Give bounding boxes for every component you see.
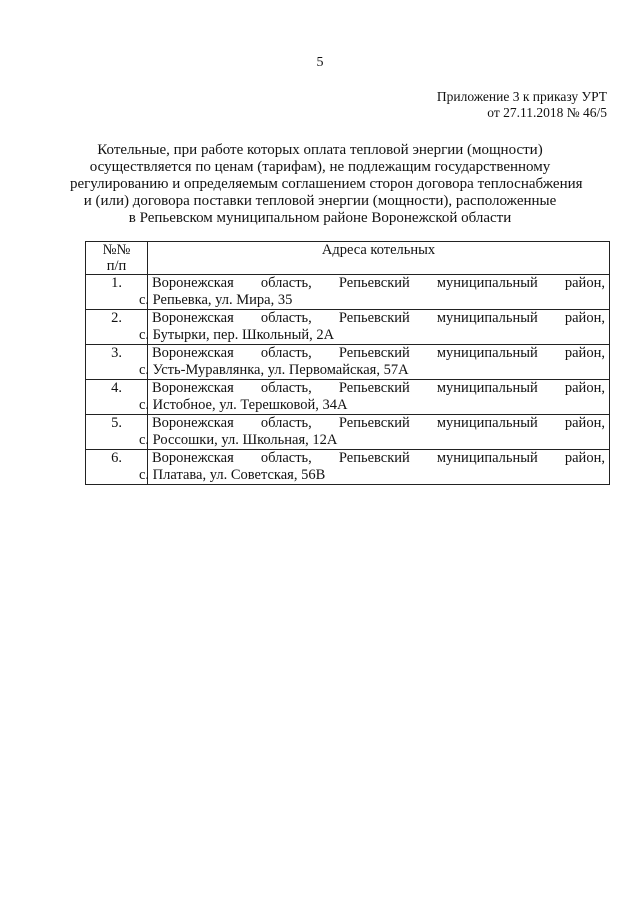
address-word: Репьевский — [338, 345, 410, 361]
table-row — [86, 345, 610, 380]
address-line-2: с. Россошки, ул. Школьная, 12А — [139, 432, 338, 448]
address-word: Воронежская — [152, 345, 234, 361]
row-number: 4. — [86, 380, 148, 415]
address-word: область, — [260, 415, 312, 431]
address-word: Воронежская — [152, 415, 234, 431]
address-word: Воронежская — [152, 380, 234, 396]
address-line-2: с. Усть-Муравлянка, ул. Первомайская, 57А — [139, 362, 409, 378]
title-line-5: в Репьевском муниципальном районе Воронежской области — [128, 210, 512, 226]
address-word: область, — [260, 450, 312, 466]
address-cell — [139, 380, 610, 415]
row-number: 6. — [86, 450, 148, 485]
table-row — [86, 450, 610, 485]
row-number: 5. — [86, 415, 148, 450]
address-cell — [139, 275, 610, 310]
column-header-address: Адреса котельных — [148, 242, 610, 275]
title-line-4: и (или) договора поставки тепловой энергии (мощности), расположенные — [83, 193, 557, 209]
address-line-2: с. Бутырки, пер. Школьный, 2А — [139, 327, 335, 343]
address-line-1 — [152, 310, 605, 327]
address-line-1 — [152, 415, 605, 432]
address-word: муниципальный — [436, 450, 538, 466]
address-line-1 — [152, 275, 605, 292]
table-row — [86, 275, 610, 310]
address-word: область, — [260, 380, 312, 396]
table-body — [86, 275, 610, 485]
appendix-line-2: от 27.11.2018 № 46/5 — [487, 105, 607, 120]
title-line-2: осуществляется по ценам (тарифам), не подлежащим государственному — [89, 159, 551, 175]
address-cell — [139, 345, 610, 380]
title-line-3: регулированию и определяемым соглашением сторон договора теплоснабжения — [70, 176, 583, 192]
title-line-1: Котельные, при работе которых оплата тепловой энергии (мощности) — [97, 142, 543, 158]
address-line-1 — [152, 345, 605, 362]
address-word: Репьевский — [338, 310, 410, 326]
row-number: 1. — [86, 275, 148, 310]
row-number: 2. — [86, 310, 148, 345]
address-line-1 — [152, 380, 605, 397]
column-header-number — [86, 242, 148, 275]
address-cell — [139, 310, 610, 345]
page-number: 5 — [316, 55, 324, 70]
address-line-2: с. Истобное, ул. Терешковой, 34А — [139, 397, 348, 413]
boiler-addresses-table — [85, 241, 610, 485]
address-word: муниципальный — [436, 310, 538, 326]
address-word: Воронежская — [152, 310, 234, 326]
address-word: Воронежская — [152, 450, 234, 466]
address-line-2: с. Платава, ул. Советская, 56В — [139, 467, 326, 483]
address-word: область, — [260, 310, 312, 326]
table-header-row — [86, 242, 610, 275]
column-header-number-line-2: п/п — [106, 258, 127, 274]
address-line-1 — [152, 450, 605, 467]
address-word: Репьевский — [338, 415, 410, 431]
address-word: Репьевский — [338, 275, 410, 291]
address-word: Репьевский — [338, 450, 410, 466]
table-row — [86, 380, 610, 415]
address-line-2: с. Репьевка, ул. Мира, 35 — [139, 292, 293, 308]
address-word: область, — [260, 345, 312, 361]
address-word: область, — [260, 275, 312, 291]
document-title — [70, 142, 583, 227]
appendix-reference — [437, 89, 607, 121]
address-cell — [139, 415, 610, 450]
address-word: муниципальный — [436, 380, 538, 396]
table-row — [86, 415, 610, 450]
row-number: 3. — [86, 345, 148, 380]
address-word: район, — [564, 380, 605, 396]
address-word: Репьевский — [338, 380, 410, 396]
table-row — [86, 310, 610, 345]
address-cell — [139, 450, 610, 485]
address-word: муниципальный — [436, 415, 538, 431]
address-word: муниципальный — [436, 275, 538, 291]
address-word: район, — [564, 275, 605, 291]
address-word: район, — [564, 310, 605, 326]
address-word: муниципальный — [436, 345, 538, 361]
address-word: район, — [564, 415, 605, 431]
appendix-line-1: Приложение 3 к приказу УРТ — [436, 89, 607, 104]
column-header-number-line-1: №№ — [102, 242, 131, 258]
address-word: Воронежская — [152, 275, 234, 291]
address-word: район, — [564, 345, 605, 361]
address-word: район, — [564, 450, 605, 466]
